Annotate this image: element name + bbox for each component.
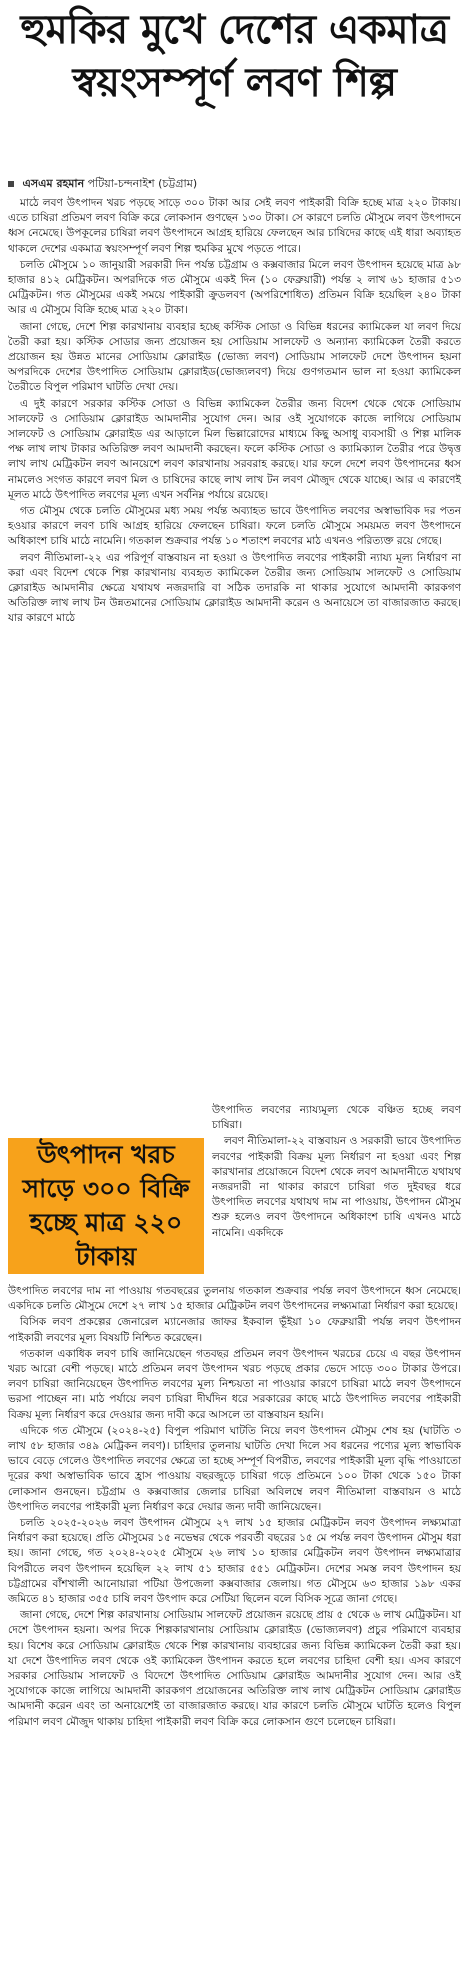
body-paragraph: উৎপাদিত লবণের দাম না পাওয়ায় গতবছরের তুলনায় গতকাল শুক্রবার পর্যন্ত লবণ উৎপাদনে ধ্বস নেমেছে। একদিকে চলতি মৌসুমে দেশে ২৭ লাখ ১৫ হাজার মেট্রিকটন লবণ উৎপাদনের লক্ষ্যমাত্রা নির্ধারণ করা হয়েছে। — [8, 1285, 461, 1313]
article-body-bottom — [8, 1284, 461, 1731]
article-body-narrow-column — [212, 1103, 461, 1242]
body-paragraph: উৎপাদিত লবণের ন্যায্যমূল্য থেকে বঞ্চিত হচ্ছে লবণ চাষিরা। — [212, 1104, 461, 1132]
pull-quote-box — [8, 1138, 204, 1274]
body-paragraph: চলতি ২০২৫-২০২৬ লবণ উৎপাদন মৌসুমে ২৭ লাখ ১৫ হাজার মেট্রিকটন লবণ উৎপাদন লক্ষ্যমাত্রা নির্ধারণ করা হয়েছে। প্রতি মৌসুমের ১৫ নভেম্বর থেকে পরবর্তী বছরের ১৫ মে পর্যন্ত লবণ উৎপাদন মৌসুম ধরা হয়। জানা গেছে, গত ২০২৪-২০২৫ মৌসুমে ২৬ লাখ ১০ হাজার মেট্রিকটন লবণ উৎপাদন লক্ষ্যমাত্রার বিপরীতে লবণ উৎপাদন হয়েছিল ২২ লাখ ৫১ হাজার ৫৫১ মেট্রিকটন। দেশের সমস্ত লবণ উৎপাদন হয় চট্টগ্রামের বাঁশখালী আনোয়ারা পটিয়া উপজেলা কক্সবাজার জেলায়। গত মৌসুমে ৬৩ হাজার ১৯৮ একর জমিতে ৪১ হাজার ৩৫৫ চাষি লবণ উৎপাদ করে সেটিয়া ছিলেন বলে বিসিক সূত্রে জানা গেছে। — [8, 1517, 461, 1606]
body-paragraph: জানা গেছে, দেশে শিল্প কারখানায় ব্যবহার হচ্ছে কস্টিক সোডা ও বিভিন্ন ধরনের ক্যামিকেল যা লবণ দিয়ে তৈরী করা হয়। কস্টিক সোডার জন্য প্রয়োজন হয় সোডিয়াম সালফেট ও অন্যান্য ক্যামিকেল তৈরী করতে প্রয়োজন হয় উন্নত মানের সোডিয়াম ক্লোরাইড (ভোজ্য লবণ) সোডিয়াম সালফেট দেশে উৎপাদন হয়না অপরদিকে দেশের উৎপাদিত সোডিয়াম ক্লোরাইড(ভোজ্যলবণ) দিয়ে গুণগতমান ভাল না হওয়া ক্যামিকেল তৈরীতে বিপুল পরিমাণ ঘাটতি দেখা দেয়। — [8, 320, 461, 394]
body-paragraph: মাঠে লবণ উৎপাদন খরচ পড়ছে সাড়ে ৩০০ টাকা আর সেই লবণ পাইকারী বিক্রি হচ্ছে মাত্র ২২০ টাকায়। এতে চাষিরা প্রতিমণ লবণ বিক্রি করে লোকসান গুণছেন ১৩০ টাকা। সে কারণে চলতি মৌসুমে লবণ উৎপাদনে ধ্বস নেমেছে। উপকূলের চাষিরা লবণ উৎপাদনে আগ্রহ হারিয়ে ফেলছেন আর চাষিদের কাছে এই ধারা অব্যাহত থাকলে দেশের একমাত্র স্বয়ংসম্পূর্ণ লবণ শিল্প হুমকির মুখে পড়তে পারে। — [8, 197, 461, 255]
body-paragraph: চলতি মৌসুমে ১০ জানুয়ারী সরকারী দিন পর্যন্ত চট্টগ্রাম ও কক্সবাজার মিলে লবণ উৎপাদন হয়েছে মাত্র ৯৮ হাজার ৪১২ মেট্রিকটন। অপরদিকে গত মৌসুমে একই দিন (১০ ফেব্রুয়ারী) পর্যন্ত ২ লাখ ৬১ হাজার ৫১৩ মেট্রিকটন। গত মৌসুমের একই সময়ে পাইকারী ক্রুডলবণ (অপরিশোধিত) প্রতিমন বিক্রি হয়েছিল ২৪০ টাকা আর এ মৌসুমে বিক্রি হচ্ছে মাত্র ২২০ টাকা। — [8, 258, 461, 317]
body-paragraph: এদিকে গত মৌসুমে (২০২৪-২৫) বিপুল পরিমাণ ঘাটতি নিয়ে লবণ উৎপাদন মৌসুম শেষ হয় (ঘাটতি ৩ লাখ ৫৮ হাজার ৩৪৯ মেট্রিকন লবণ)। চাহিদার তুলনায় ঘাটতি দেখা দিলে সব ধরনের পণ্যের মূল্য স্বাভাবিক ভাবে বেড়ে গেলেও উৎপাদিত লবণের ক্ষেত্রে তা হচ্ছে সম্পূর্ণ বিপরীত, লবণের পাইকারী মূল্য বৃদ্ধি পাওয়াতো দূরের কথা অস্বাভাবিক ভাবে হ্রাস পাওয়ায় বছরজুড়ে চাষিরা গড়ে প্রতিমনে ১০০ টাকা থেকে ১৫০ টাকা লোকসান গুনছেন। চট্টগ্রাম ও কক্সবাজার জেলার চাষিরা অবিলম্বে লবণ নীতিমালা বাস্তবায়ন ও মাঠে উৎপাদিত লবণের পাইকারী মূল্য নির্ধারণ করে দেয়ার জন্য দাবী জানিয়েছেন। — [8, 1424, 461, 1513]
body-paragraph: এ দুই কারণে সরকার কস্টিক সোডা ও বিভিন্ন ক্যামিকেল তৈরীর জন্য বিদেশ থেকে থেকে সোডিয়াম সালফেট ও সোডিয়াম ক্লোরাইড আমদানীর সুযোগ দেন। আর ওই সুযোগকে কাজে লাগিয়ে সোডিয়াম সালফেট ও সোডিয়াম ক্লোরাইড এর আড়ালে মিল ভিল্লারোদের মাধ্যমে কিছু অসাধু ব্যবসায়ী ও শিল্প মালিক পক্ষ লাখ লাখ টাকার অতিরিক্ত লবণ আমদানী করছেন। ফলে কস্টিক সোডা ও ক্যামিক্যাল তৈরীর পরে উদ্বৃত্ত লাখ লাখ মেট্রিকটন লবণ আনয়েশে লবণ কারখানায় সরবরাহ করছে। যার ফলে দেশে লবণ উৎপাদনের ধ্বস নামলেও সংগত কারণে লবণ মিল ও চাষিদের কাছে লাখ লাখ টন লবণ মৌজুদ থেকে যাচ্ছে। আর এ কারণেই মূলত মাঠে উৎপাদিত লবণের মূল্য এখন সর্বনিম্ন পর্যায়ে রয়েছে। — [8, 397, 461, 501]
body-paragraph: লবণ নীতিমালা-২২ বাস্তবায়ন ও সরকারী ভাবে উৎপাদিত লবণের পাইকারী বিক্রয় মূল্য নির্ধারণ না হওয়া এবং শিল্প কারখানার প্রয়োজনে বিদেশ থেকে লবণ আমদানীতে যথাযথ নজরদারী না থাকার কারণে চাষিরা গত দুইবছর ধরে উৎপাদিত লবণের যথাযথ দাম না পাওয়ায়, উৎপাদন মৌসুম শুরু হলেও লবণ উৎপাদনে অধিকাংশ চাষি এখনও মাঠে নামেনি। একদিকে — [212, 1135, 461, 1239]
byline-location: পটিয়া-চন্দনাইশ (চট্টগ্রাম) — [87, 177, 198, 190]
byline-bullet-icon — [8, 181, 14, 187]
article-body-top — [8, 196, 461, 628]
body-paragraph: গত মৌসুম থেকে চলতি মৌসুমের মধ্য সময় পর্যন্ত অব্যাহত ভাবে উৎপাদিত লবণের অস্বাভাবিক দর পতন হওয়ার কারণে লবণ চাষি আগ্রহ হারিয়ে ফেলছেন চাষিরা। ফলে চলতি মৌসুমে সময়মত লবণ উৎপাদনে অধিকাংশ চাষি মাঠে নামেনি। গতকাল শুক্রবার পর্যন্ত ১০ শতাংশ লবণের মাঠ এখনও পরিত্যক্ত রয়ে গেছে। — [8, 505, 461, 548]
pull-quote-text: উৎপাদন খরচ সাড়ে ৩০০ বিক্রি হচ্ছে মাত্র ২২০ টাকায় — [22, 1140, 190, 1271]
body-paragraph: জানা গেছে, দেশে শিল্প কারখানায় সোডিয়াম সালফেট প্রয়োজন রয়েছে প্রায় ৫ থেকে ৬ লাখ মেট্রিকটন। যা দেশে উৎপাদন হয়না। অপর দিকে শিল্পকারখানায় সোডিয়াম ক্লোরাইড (ভোজ্যলবণ) প্রচুর পরিমাণে ব্যবহার হয়। বিশেষ করে সোডিয়াম ক্লোরাইড থেকে শিল্প কারখানায় ব্যবহারের জন্য বিভিন্ন ক্যামিকেল তৈরী করা হয়। যা দেশে উৎপাদিত লবণ থেকে ওই ক্যামিকেল উৎপাদন করতে হলে লবণের চাহিদা বেশী হয়। এসব কারণে সরকার সোডিয়াম সালফেট ও বিদেশে উৎপাদিত সোডিয়াম ক্লোরাইড আমদানীর সুযোগ দেন। আর ওই সুযোগকে কাজে লাগিয়ে আমদানী কারকগণ প্রয়োজনের অতিরিক্ত লাখ লাখ মেট্রিকটন সোডিয়াম ক্লোরাইড আমদানী করেন এবং তা অনায়েশেই তা বাজারজাত করছে। যার কারণে চলতি মৌসুমে ঘাটতি হলেও বিপুল পরিমাণ লবণ মৌজুদ থাকায় চাহিদা পাইকারী লবণ বিক্রি করে লোকসান গুণে চলেছেন চাষিরা। — [8, 1609, 461, 1728]
body-paragraph: বিসিক লবণ প্রকল্পের জেনারেল ম্যানেজার জাফর ইকবাল ভূঁইয়া ১০ ফেব্রুয়ারী পর্যন্ত লবণ উৎপাদন পাইকারী লবণের মূল্য বিষয়টি নিশ্চিত করেছেন। — [8, 1316, 461, 1344]
body-paragraph: লবণ নীতিমালা-২২ এর পরিপূর্ণ বাস্তবায়ন না হওয়া ও উৎপাদিত লবণের পাইকারী ন্যায্য মূল্য নির্ধারণ না করা এবং বিদেশ থেকে শিল্প কারখানায় ব্যবহৃত ক্যামিকেল তৈরীর জন্য সোডিয়াম সালফেট ও সোডিয়াম ক্লোরাইড আমদানীর ক্ষেত্রে যথাযথ নজরদারি বা সঠিক তদারকি না থাকার সুযোগে আমদানী কারকগণ অতিরিক্ত লাখ লাখ টন উন্নতমানের সোডিয়াম ক্লোরাইড আমদানী করেন ও অনায়েসে তা বাজারজাত করছে। যার কারণে মাঠে — [8, 551, 461, 625]
article-byline — [8, 176, 463, 191]
byline-author: এসএম রহমান — [22, 177, 85, 190]
article-headline: হুমকির মুখে দেশের একমাত্র স্বয়ংসম্পূর্ণ লবণ শিল্প — [20, 7, 449, 106]
body-paragraph: গতকাল একাধিক লবণ চাষি জানিয়েছেন গতবছর প্রতিমন লবণ উৎপাদন খরচের চেয়ে এ বছর উৎপাদন খরচ আরো বেশী পড়ছে। মাঠে প্রতিমন লবণ উৎপাদন খরচ পড়ছে প্রকার ভেদে সাড়ে ৩০০ টাকার উপরে। লবণ চাষিরা জানিয়েছেন উৎপাদিত লবণের মূল্য নিশ্চয়তা না পাওয়ার কারণে চাষিরা মাঠে লবণ উৎপাদনে ভরসা পাচ্ছেন না। মাঠ পর্যায়ে লবণ চাষিরা দীর্ঘদিন ধরে সরকারের কাছে মাঠে উৎপাদিত লবণের পাইকারী বিক্রয় মূল্য নির্ধারণ করে দেওয়ার জন্য দাবী করে আসলে তা বাস্তবায়ন হয়নি। — [8, 1347, 461, 1421]
